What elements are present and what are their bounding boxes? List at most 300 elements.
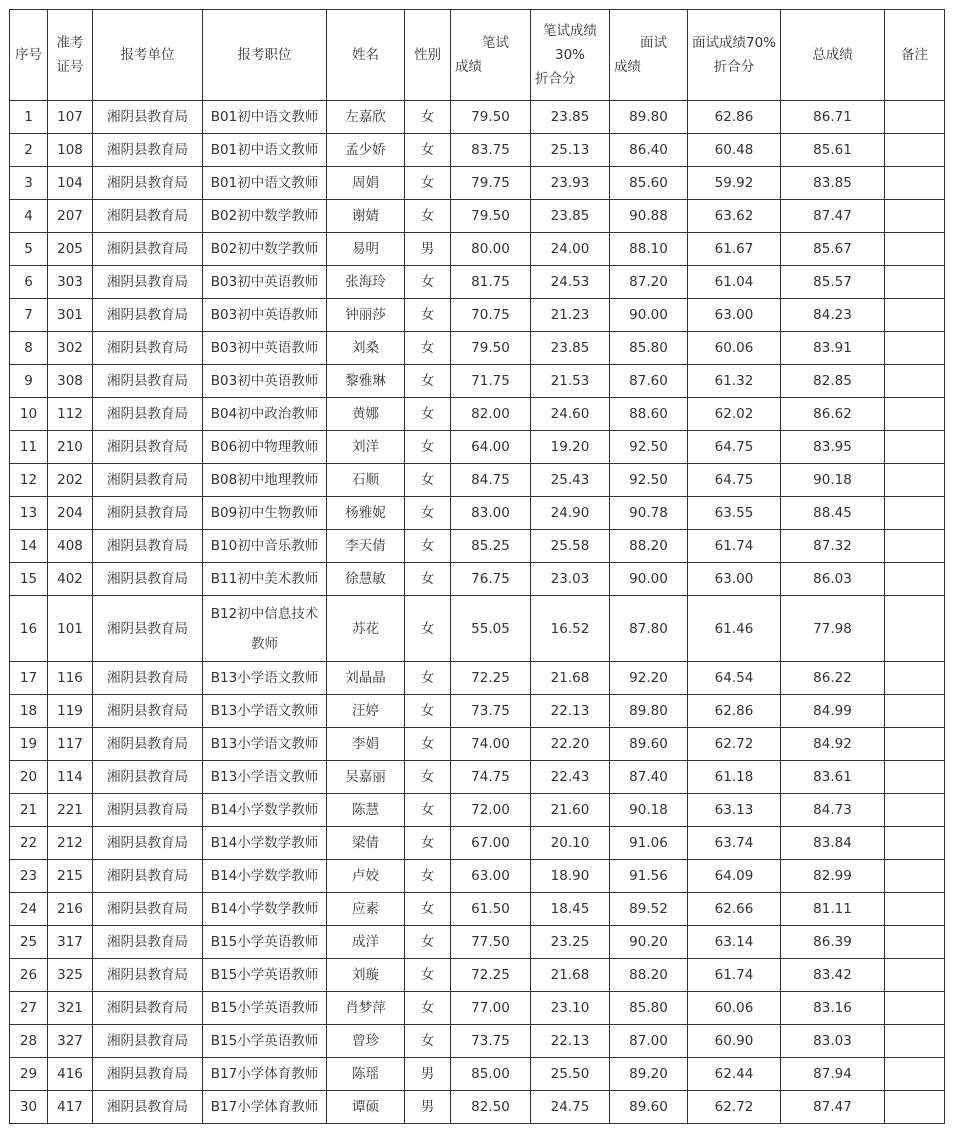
cell-unit: 湘阴县教育局 <box>93 398 203 431</box>
cell-name: 刘洋 <box>327 431 405 464</box>
cell-written-30: 25.50 <box>531 1058 610 1091</box>
cell-exam-no: 408 <box>48 530 93 563</box>
cell-gender: 女 <box>405 1025 451 1058</box>
cell-seq: 14 <box>10 530 48 563</box>
cell-written: 83.75 <box>451 134 531 167</box>
cell-written-30: 21.23 <box>531 299 610 332</box>
cell-gender: 女 <box>405 398 451 431</box>
cell-remark <box>885 233 945 266</box>
cell-written-30: 24.90 <box>531 497 610 530</box>
cell-written-30: 25.43 <box>531 464 610 497</box>
cell-interview-70: 63.14 <box>688 926 781 959</box>
cell-gender: 男 <box>405 233 451 266</box>
cell-position: B03初中英语教师 <box>203 332 327 365</box>
cell-written: 84.75 <box>451 464 531 497</box>
cell-written: 80.00 <box>451 233 531 266</box>
cell-exam-no: 210 <box>48 431 93 464</box>
cell-gender: 女 <box>405 431 451 464</box>
cell-gender: 女 <box>405 959 451 992</box>
header-gender: 性别 <box>405 10 451 101</box>
cell-written-30: 18.90 <box>531 860 610 893</box>
table-row <box>10 860 945 893</box>
cell-exam-no: 417 <box>48 1091 93 1124</box>
table-row <box>10 1025 945 1058</box>
cell-interview: 90.78 <box>610 497 688 530</box>
cell-gender: 女 <box>405 266 451 299</box>
cell-seq: 25 <box>10 926 48 959</box>
cell-interview-70: 62.86 <box>688 695 781 728</box>
table-row <box>10 497 945 530</box>
cell-name: 曾珍 <box>327 1025 405 1058</box>
cell-seq: 17 <box>10 662 48 695</box>
cell-unit: 湘阴县教育局 <box>93 233 203 266</box>
cell-unit: 湘阴县教育局 <box>93 761 203 794</box>
cell-total: 82.99 <box>781 860 885 893</box>
cell-unit: 湘阴县教育局 <box>93 266 203 299</box>
cell-total: 85.57 <box>781 266 885 299</box>
cell-interview: 89.80 <box>610 101 688 134</box>
cell-gender: 女 <box>405 992 451 1025</box>
cell-remark <box>885 662 945 695</box>
cell-position: B08初中地理教师 <box>203 464 327 497</box>
cell-total: 83.03 <box>781 1025 885 1058</box>
table-row <box>10 266 945 299</box>
cell-exam-no: 317 <box>48 926 93 959</box>
cell-position: B14小学数学教师 <box>203 893 327 926</box>
cell-seq: 6 <box>10 266 48 299</box>
cell-position: B02初中数学教师 <box>203 200 327 233</box>
cell-position: B09初中生物教师 <box>203 497 327 530</box>
cell-interview-70: 63.00 <box>688 299 781 332</box>
cell-written: 72.25 <box>451 959 531 992</box>
cell-written: 72.25 <box>451 662 531 695</box>
table-row <box>10 596 945 662</box>
cell-position: B15小学英语教师 <box>203 959 327 992</box>
cell-interview-70: 64.54 <box>688 662 781 695</box>
cell-position: B02初中数学教师 <box>203 233 327 266</box>
cell-position: B06初中物理教师 <box>203 431 327 464</box>
cell-remark <box>885 596 945 662</box>
cell-written: 63.00 <box>451 860 531 893</box>
cell-gender: 女 <box>405 926 451 959</box>
cell-exam-no: 204 <box>48 497 93 530</box>
cell-name: 刘璇 <box>327 959 405 992</box>
cell-position: B12初中信息技术教师 <box>203 596 327 662</box>
cell-total: 87.47 <box>781 1091 885 1124</box>
cell-unit: 湘阴县教育局 <box>93 728 203 761</box>
cell-unit: 湘阴县教育局 <box>93 992 203 1025</box>
cell-seq: 2 <box>10 134 48 167</box>
cell-remark <box>885 761 945 794</box>
cell-remark <box>885 299 945 332</box>
cell-remark <box>885 200 945 233</box>
cell-interview: 85.60 <box>610 167 688 200</box>
cell-remark <box>885 266 945 299</box>
cell-total: 86.39 <box>781 926 885 959</box>
cell-total: 83.95 <box>781 431 885 464</box>
cell-exam-no: 112 <box>48 398 93 431</box>
table-row <box>10 365 945 398</box>
cell-interview-70: 62.86 <box>688 101 781 134</box>
cell-written: 61.50 <box>451 893 531 926</box>
cell-seq: 19 <box>10 728 48 761</box>
cell-exam-no: 212 <box>48 827 93 860</box>
table-row <box>10 233 945 266</box>
cell-interview: 90.00 <box>610 563 688 596</box>
cell-seq: 23 <box>10 860 48 893</box>
table-row <box>10 1058 945 1091</box>
cell-written-30: 22.13 <box>531 695 610 728</box>
cell-name: 刘晶晶 <box>327 662 405 695</box>
cell-name: 吴嘉丽 <box>327 761 405 794</box>
cell-written-30: 23.85 <box>531 332 610 365</box>
cell-name: 梁倩 <box>327 827 405 860</box>
cell-exam-no: 114 <box>48 761 93 794</box>
table-row <box>10 299 945 332</box>
cell-remark <box>885 728 945 761</box>
cell-unit: 湘阴县教育局 <box>93 1091 203 1124</box>
cell-gender: 女 <box>405 893 451 926</box>
cell-remark <box>885 563 945 596</box>
table-row <box>10 761 945 794</box>
cell-interview: 90.18 <box>610 794 688 827</box>
cell-position: B17小学体育教师 <box>203 1091 327 1124</box>
cell-interview-70: 64.09 <box>688 860 781 893</box>
cell-exam-no: 301 <box>48 299 93 332</box>
cell-interview: 89.20 <box>610 1058 688 1091</box>
cell-gender: 女 <box>405 464 451 497</box>
cell-unit: 湘阴县教育局 <box>93 134 203 167</box>
header-written-line2: 成绩 <box>455 59 482 75</box>
cell-unit: 湘阴县教育局 <box>93 431 203 464</box>
cell-written: 73.75 <box>451 695 531 728</box>
cell-interview-70: 60.90 <box>688 1025 781 1058</box>
cell-exam-no: 202 <box>48 464 93 497</box>
cell-remark <box>885 464 945 497</box>
cell-interview-70: 63.55 <box>688 497 781 530</box>
cell-unit: 湘阴县教育局 <box>93 365 203 398</box>
cell-written-30: 25.13 <box>531 134 610 167</box>
cell-written: 79.75 <box>451 167 531 200</box>
cell-unit: 湘阴县教育局 <box>93 1025 203 1058</box>
cell-total: 84.92 <box>781 728 885 761</box>
cell-seq: 5 <box>10 233 48 266</box>
table-row <box>10 464 945 497</box>
cell-unit: 湘阴县教育局 <box>93 794 203 827</box>
cell-seq: 20 <box>10 761 48 794</box>
header-interview-70-line1: 面试成绩70% <box>691 35 776 51</box>
cell-written: 82.50 <box>451 1091 531 1124</box>
cell-unit: 湘阴县教育局 <box>93 959 203 992</box>
cell-seq: 29 <box>10 1058 48 1091</box>
header-interview <box>610 10 688 101</box>
cell-written: 85.25 <box>451 530 531 563</box>
cell-written-30: 21.53 <box>531 365 610 398</box>
cell-written: 71.75 <box>451 365 531 398</box>
cell-position: B04初中政治教师 <box>203 398 327 431</box>
cell-gender: 女 <box>405 134 451 167</box>
cell-name: 张海玲 <box>327 266 405 299</box>
cell-exam-no: 216 <box>48 893 93 926</box>
cell-written-30: 24.00 <box>531 233 610 266</box>
cell-interview-70: 63.13 <box>688 794 781 827</box>
cell-interview: 88.20 <box>610 959 688 992</box>
cell-unit: 湘阴县教育局 <box>93 827 203 860</box>
cell-position: B01初中语文教师 <box>203 101 327 134</box>
cell-interview: 90.88 <box>610 200 688 233</box>
cell-remark <box>885 398 945 431</box>
table-row <box>10 563 945 596</box>
cell-unit: 湘阴县教育局 <box>93 167 203 200</box>
table-row <box>10 530 945 563</box>
header-exam-no-line1: 准考 <box>56 35 84 51</box>
cell-written-30: 16.52 <box>531 596 610 662</box>
cell-written: 82.00 <box>451 398 531 431</box>
header-written-30-line2: 30% <box>554 47 585 63</box>
cell-written-30: 20.10 <box>531 827 610 860</box>
cell-exam-no: 221 <box>48 794 93 827</box>
cell-exam-no: 107 <box>48 101 93 134</box>
cell-position: B13小学语文教师 <box>203 761 327 794</box>
cell-interview-70: 62.72 <box>688 728 781 761</box>
cell-gender: 男 <box>405 1058 451 1091</box>
table-row <box>10 134 945 167</box>
cell-position: B13小学语文教师 <box>203 695 327 728</box>
cell-unit: 湘阴县教育局 <box>93 200 203 233</box>
cell-unit: 湘阴县教育局 <box>93 563 203 596</box>
cell-gender: 女 <box>405 530 451 563</box>
cell-interview: 87.80 <box>610 596 688 662</box>
cell-name: 左嘉欣 <box>327 101 405 134</box>
cell-name: 肖梦萍 <box>327 992 405 1025</box>
cell-name: 卢姣 <box>327 860 405 893</box>
cell-total: 84.99 <box>781 695 885 728</box>
cell-interview: 89.52 <box>610 893 688 926</box>
cell-name: 谢婧 <box>327 200 405 233</box>
cell-interview: 92.50 <box>610 464 688 497</box>
cell-unit: 湘阴县教育局 <box>93 101 203 134</box>
cell-gender: 女 <box>405 794 451 827</box>
cell-position: B01初中语文教师 <box>203 134 327 167</box>
cell-total: 86.22 <box>781 662 885 695</box>
cell-remark <box>885 1025 945 1058</box>
cell-gender: 女 <box>405 662 451 695</box>
cell-interview: 91.56 <box>610 860 688 893</box>
cell-written-30: 23.85 <box>531 101 610 134</box>
table-row <box>10 662 945 695</box>
cell-total: 87.47 <box>781 200 885 233</box>
cell-exam-no: 116 <box>48 662 93 695</box>
cell-seq: 3 <box>10 167 48 200</box>
cell-exam-no: 205 <box>48 233 93 266</box>
cell-remark <box>885 431 945 464</box>
cell-written: 79.50 <box>451 332 531 365</box>
cell-remark <box>885 101 945 134</box>
cell-position: B15小学英语教师 <box>203 1025 327 1058</box>
cell-unit: 湘阴县教育局 <box>93 332 203 365</box>
cell-interview-70: 61.46 <box>688 596 781 662</box>
cell-seq: 30 <box>10 1091 48 1124</box>
cell-gender: 女 <box>405 728 451 761</box>
cell-exam-no: 303 <box>48 266 93 299</box>
cell-exam-no: 119 <box>48 695 93 728</box>
table-row <box>10 959 945 992</box>
cell-position: B01初中语文教师 <box>203 167 327 200</box>
cell-written: 64.00 <box>451 431 531 464</box>
cell-written: 55.05 <box>451 596 531 662</box>
cell-exam-no: 325 <box>48 959 93 992</box>
cell-position: B13小学语文教师 <box>203 662 327 695</box>
cell-seq: 27 <box>10 992 48 1025</box>
results-table <box>9 9 945 1124</box>
cell-interview: 91.06 <box>610 827 688 860</box>
cell-written-30: 23.03 <box>531 563 610 596</box>
cell-interview-70: 60.06 <box>688 992 781 1025</box>
cell-written: 77.50 <box>451 926 531 959</box>
cell-name: 石顺 <box>327 464 405 497</box>
header-row <box>10 10 945 101</box>
cell-written: 72.00 <box>451 794 531 827</box>
cell-gender: 女 <box>405 761 451 794</box>
results-table-container <box>9 9 945 1124</box>
cell-written-30: 23.10 <box>531 992 610 1025</box>
cell-remark <box>885 860 945 893</box>
cell-total: 83.91 <box>781 332 885 365</box>
cell-remark <box>885 695 945 728</box>
cell-remark <box>885 497 945 530</box>
table-row <box>10 398 945 431</box>
cell-interview: 87.40 <box>610 761 688 794</box>
cell-interview-70: 61.04 <box>688 266 781 299</box>
cell-written: 70.75 <box>451 299 531 332</box>
cell-interview-70: 60.06 <box>688 332 781 365</box>
cell-interview-70: 62.66 <box>688 893 781 926</box>
cell-seq: 13 <box>10 497 48 530</box>
cell-exam-no: 117 <box>48 728 93 761</box>
cell-total: 86.71 <box>781 101 885 134</box>
cell-remark <box>885 1091 945 1124</box>
cell-remark <box>885 332 945 365</box>
cell-position: B15小学英语教师 <box>203 926 327 959</box>
cell-interview-70: 63.74 <box>688 827 781 860</box>
cell-interview-70: 61.32 <box>688 365 781 398</box>
table-row <box>10 827 945 860</box>
cell-seq: 28 <box>10 1025 48 1058</box>
cell-written: 77.00 <box>451 992 531 1025</box>
cell-interview: 85.80 <box>610 332 688 365</box>
header-written <box>451 10 531 101</box>
cell-interview-70: 64.75 <box>688 431 781 464</box>
cell-gender: 女 <box>405 101 451 134</box>
cell-written-30: 23.93 <box>531 167 610 200</box>
header-remark: 备注 <box>885 10 945 101</box>
cell-name: 徐慧敏 <box>327 563 405 596</box>
cell-gender: 男 <box>405 1091 451 1124</box>
cell-name: 汪婷 <box>327 695 405 728</box>
cell-total: 83.16 <box>781 992 885 1025</box>
cell-unit: 湘阴县教育局 <box>93 695 203 728</box>
cell-position: B14小学数学教师 <box>203 794 327 827</box>
cell-exam-no: 308 <box>48 365 93 398</box>
cell-name: 周娟 <box>327 167 405 200</box>
cell-total: 87.94 <box>781 1058 885 1091</box>
header-unit: 报考单位 <box>93 10 203 101</box>
cell-written-30: 23.85 <box>531 200 610 233</box>
cell-name: 李娟 <box>327 728 405 761</box>
cell-position: B14小学数学教师 <box>203 860 327 893</box>
cell-total: 83.61 <box>781 761 885 794</box>
cell-exam-no: 302 <box>48 332 93 365</box>
cell-interview-70: 59.92 <box>688 167 781 200</box>
cell-seq: 26 <box>10 959 48 992</box>
cell-written: 73.75 <box>451 1025 531 1058</box>
cell-remark <box>885 992 945 1025</box>
cell-interview: 88.60 <box>610 398 688 431</box>
cell-seq: 15 <box>10 563 48 596</box>
cell-interview: 85.80 <box>610 992 688 1025</box>
cell-remark <box>885 167 945 200</box>
cell-seq: 7 <box>10 299 48 332</box>
cell-seq: 11 <box>10 431 48 464</box>
header-written-line1: 笔试 <box>482 35 509 51</box>
cell-total: 82.85 <box>781 365 885 398</box>
table-row <box>10 200 945 233</box>
cell-unit: 湘阴县教育局 <box>93 860 203 893</box>
cell-total: 88.45 <box>781 497 885 530</box>
cell-exam-no: 402 <box>48 563 93 596</box>
cell-unit: 湘阴县教育局 <box>93 530 203 563</box>
cell-total: 81.11 <box>781 893 885 926</box>
cell-seq: 8 <box>10 332 48 365</box>
cell-remark <box>885 365 945 398</box>
cell-gender: 女 <box>405 167 451 200</box>
cell-name: 陈慧 <box>327 794 405 827</box>
cell-remark <box>885 1058 945 1091</box>
cell-name: 谭硕 <box>327 1091 405 1124</box>
cell-seq: 22 <box>10 827 48 860</box>
table-row <box>10 167 945 200</box>
header-written-30 <box>531 10 610 101</box>
cell-position: B03初中英语教师 <box>203 266 327 299</box>
cell-total: 83.85 <box>781 167 885 200</box>
cell-position: B17小学体育教师 <box>203 1058 327 1091</box>
cell-interview-70: 63.62 <box>688 200 781 233</box>
cell-written: 79.50 <box>451 101 531 134</box>
cell-written: 79.50 <box>451 200 531 233</box>
cell-name: 孟少娇 <box>327 134 405 167</box>
cell-position: B14小学数学教师 <box>203 827 327 860</box>
cell-seq: 18 <box>10 695 48 728</box>
cell-name: 易明 <box>327 233 405 266</box>
cell-interview-70: 61.74 <box>688 959 781 992</box>
cell-name: 黎雅琳 <box>327 365 405 398</box>
cell-seq: 24 <box>10 893 48 926</box>
cell-gender: 女 <box>405 563 451 596</box>
cell-written-30: 24.53 <box>531 266 610 299</box>
cell-written-30: 19.20 <box>531 431 610 464</box>
cell-gender: 女 <box>405 860 451 893</box>
cell-total: 85.67 <box>781 233 885 266</box>
table-body <box>10 101 945 1124</box>
cell-seq: 9 <box>10 365 48 398</box>
cell-seq: 10 <box>10 398 48 431</box>
cell-interview-70: 62.44 <box>688 1058 781 1091</box>
cell-interview: 87.00 <box>610 1025 688 1058</box>
cell-interview: 89.60 <box>610 1091 688 1124</box>
header-position: 报考职位 <box>203 10 327 101</box>
cell-remark <box>885 959 945 992</box>
cell-name: 杨雅妮 <box>327 497 405 530</box>
